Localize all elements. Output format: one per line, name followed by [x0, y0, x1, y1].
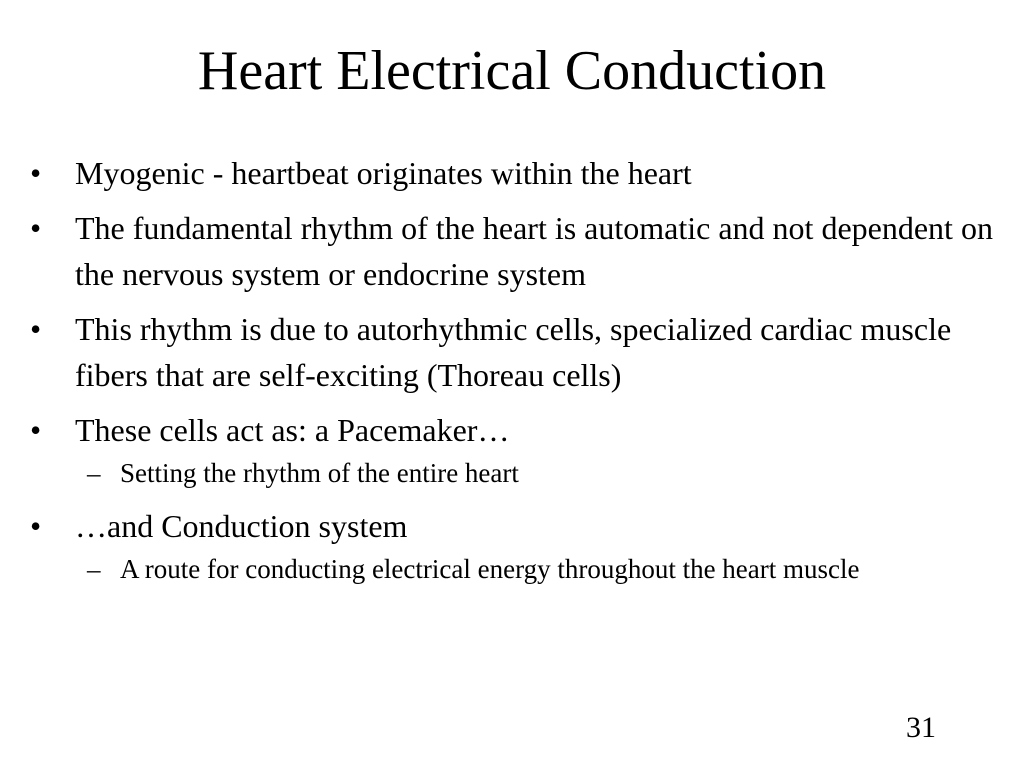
bullet-item [30, 205, 1005, 297]
bullet-marker: • [30, 508, 42, 544]
bullet-item [30, 306, 1005, 398]
bullet-text: Myogenic - heartbeat originates within the heart [75, 155, 692, 191]
bullet-text: …and Conduction system [75, 508, 408, 544]
bullet-text: These cells act as: a Pacemaker… [75, 412, 510, 448]
dash-marker: – [87, 554, 101, 584]
slide-title: Heart Electrical Conduction [197, 40, 827, 102]
bullet-list [30, 150, 1005, 599]
sub-bullet-item [30, 549, 1005, 589]
sub-bullet-text: A route for conducting electrical energy throughout the heart muscle [120, 554, 860, 584]
bullet-marker: • [30, 412, 42, 448]
sub-bullet-text: Setting the rhythm of the entire heart [120, 458, 519, 488]
bullet-marker: • [30, 210, 42, 246]
bullet-item [30, 150, 1005, 196]
bullet-text: The fundamental rhythm of the heart is automatic and not dependent on the nervous system or endocrine system [75, 210, 993, 292]
bullet-item [30, 503, 1005, 549]
bullet-marker: • [30, 155, 42, 191]
bullet-text: This rhythm is due to autorhythmic cells, specialized cardiac muscle fibers that are self-exciting (Thoreau cells) [75, 311, 952, 393]
bullet-marker: • [30, 311, 42, 347]
sub-bullet-item [30, 453, 1005, 493]
bullet-item [30, 407, 1005, 453]
page-number: 31 [906, 711, 936, 744]
dash-marker: – [87, 458, 101, 488]
